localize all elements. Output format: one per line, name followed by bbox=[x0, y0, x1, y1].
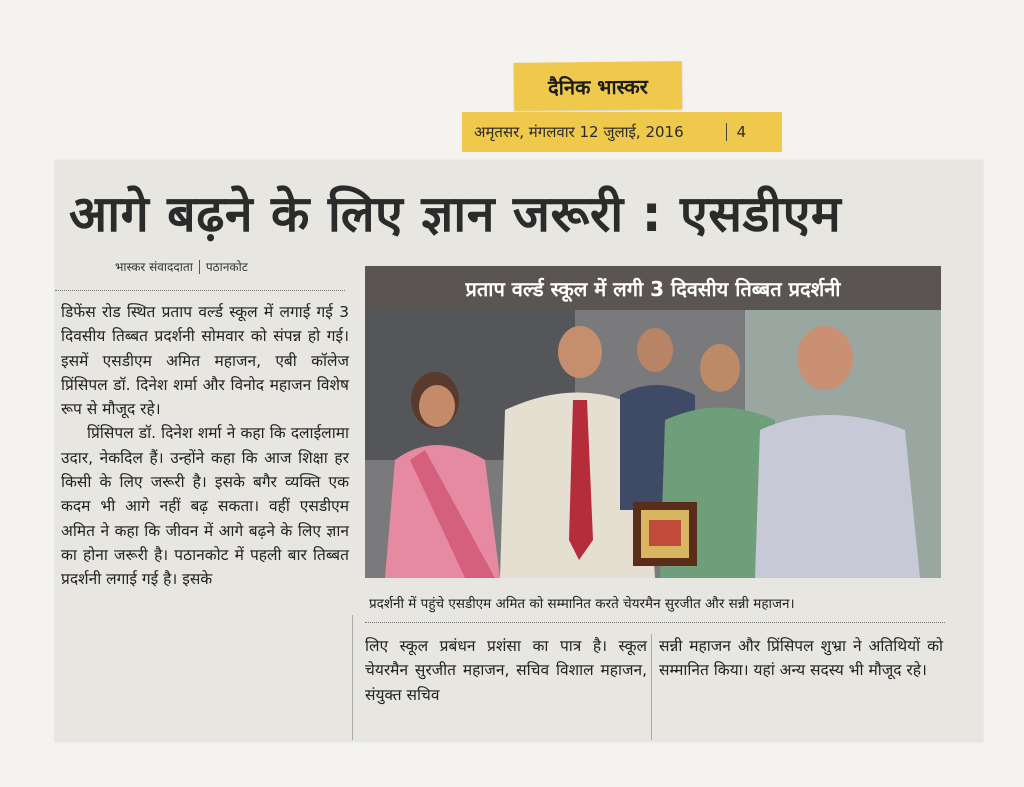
photo-banner: प्रताप वर्ल्ड स्कूल में लगी 3 दिवसीय तिब्बत प्रदर्शनी bbox=[365, 266, 941, 310]
byline-author: भास्कर संवाददाता bbox=[115, 260, 193, 274]
article-byline bbox=[115, 258, 248, 275]
masthead-title: दैनिक भास्कर bbox=[547, 73, 649, 100]
column-divider-2 bbox=[651, 634, 652, 740]
news-photo bbox=[365, 310, 941, 578]
newspaper-masthead bbox=[514, 61, 682, 111]
news-clipping bbox=[55, 160, 983, 742]
article-column-3: सन्नी महाजन और प्रिंसिपल शुभ्रा ने अतिथियों को सम्मानित किया। यहां अन्य सदस्य भी मौजूद रहे। bbox=[659, 637, 943, 680]
photo-illustration bbox=[365, 310, 941, 578]
byline-divider bbox=[55, 290, 345, 291]
article-column-2: लिए स्कूल प्रबंधन प्रशंसा का पात्र है। स्कूल चेयरमैन सुरजीत महाजन, सचिव विशाल महाजन, संयुक्त सचिव bbox=[365, 637, 647, 704]
article-paragraph-1: डिफेंस रोड स्थित प्रताप वर्ल्ड स्कूल में लगाई गई 3 दिवसीय तिब्बत प्रदर्शनी सोमवार को संपन्न हो गई। इसमें एसडीएम अमित महाजन, एबी कॉलेज प्रिंसिपल डॉ. दिनेश शर्मा और विनोद महाजन विशेष रूप से मौजूद रहे। bbox=[61, 303, 349, 419]
photo-caption: प्रदर्शनी में पहुंचे एसडीएम अमित को सम्मानित करते चेयरमैन सुरजीत और सन्नी महाजन। bbox=[369, 596, 795, 612]
byline-location: पठानकोट bbox=[205, 260, 248, 274]
article-column-1 bbox=[61, 300, 349, 592]
article-headline: आगे बढ़ने के लिए ज्ञान जरूरी : एसडीएम bbox=[69, 185, 842, 243]
dateline-strip bbox=[462, 112, 782, 152]
dateline-text: अमृतसर, मंगलवार 12 जुलाई, 2016 bbox=[474, 123, 684, 141]
article-paragraph-2: प्रिंसिपल डॉ. दिनेश शर्मा ने कहा कि दलाईलामा उदार, नेकदिल हैं। उन्होंने कहा कि आज शिक्षा हर किसी के लिए जरूरी है। इसके बगैर व्यक्ति एक कदम भी आगे नहीं बढ़ सकता। वहीं एसडीएम अमित ने कहा कि जीवन में आगे बढ़ने के लिए ज्ञान का होना जरूरी है। पठानकोट में पहली बार तिब्बत प्रदर्शनी लगाई गई है। इसके bbox=[61, 424, 349, 589]
page-number: 4 bbox=[726, 123, 747, 141]
caption-divider bbox=[365, 622, 945, 623]
column-divider bbox=[352, 615, 353, 740]
